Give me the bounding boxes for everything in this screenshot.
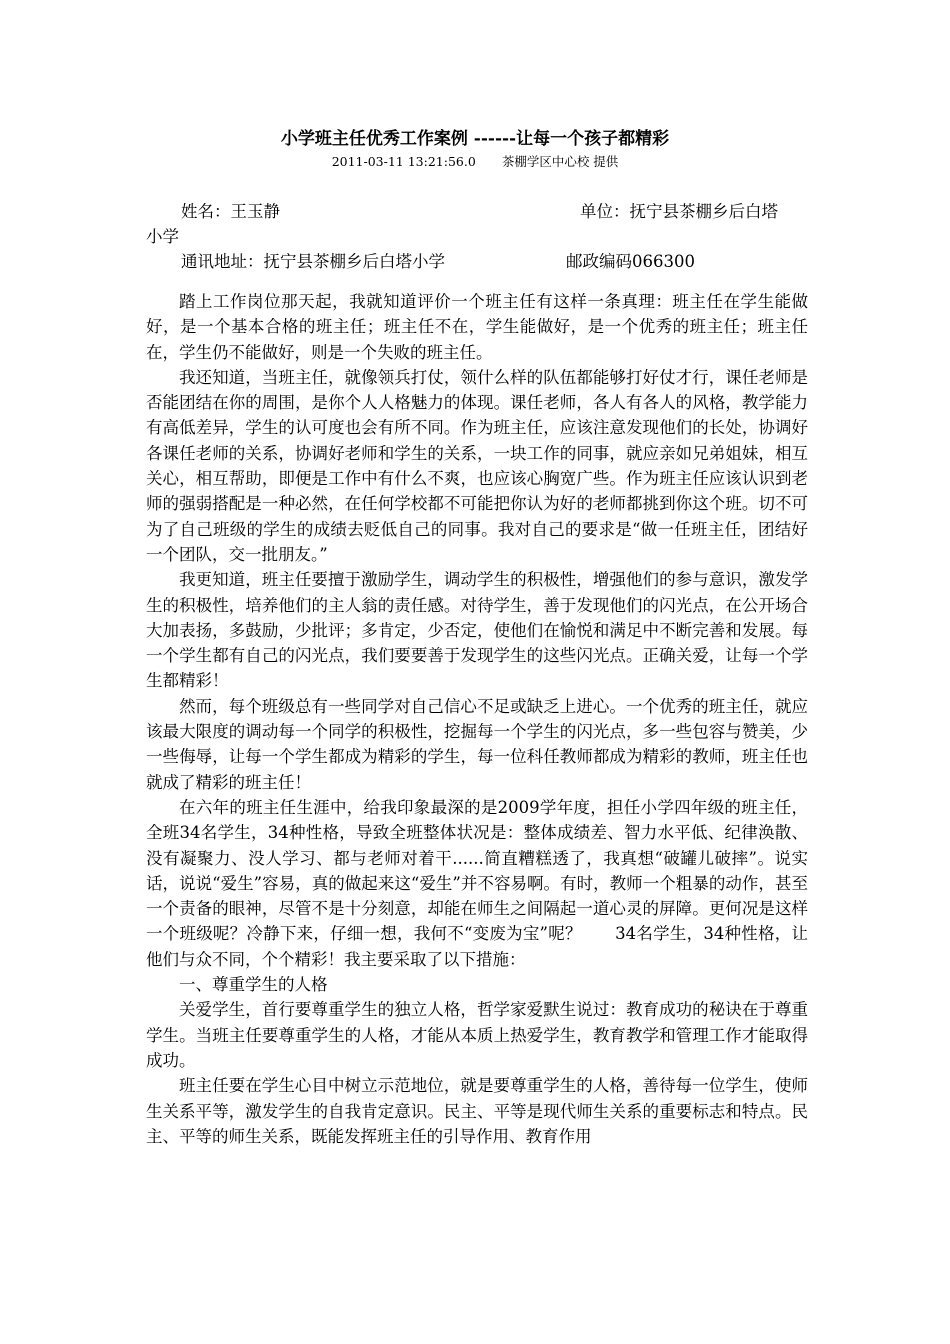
body-paragraph: 然而，每个班级总有一些同学对自己信心不足或缺乏上进心。一个优秀的班主任，就应该最大限度的调动每一个同学的积极性，挖掘每一个学生的闪光点，多一些包容与赞美，少一些侮辱，让每一个学生都成为精彩的学生，每一位科任教师都成为精彩的教师，班主任也就成了精彩的班主任！ bbox=[146, 696, 808, 792]
postal-code: 邮政编码066300 bbox=[566, 252, 695, 271]
body-paragraph: 班主任要在学生心目中树立示范地位，就是要尊重学生的人格，善待每一位学生，使师生关系平等，激发学生的自我肯定意识。民主、平等是现代师生关系的重要标志和特点。民主、平等的师生关系，既能发挥班主任的引导作用、教育作用 bbox=[146, 1076, 808, 1146]
section-heading: 一、尊重学生的人格 bbox=[179, 975, 328, 995]
body-paragraph: 关爱学生，首行要尊重学生的独立人格，哲学家爱默生说过：教育成功的秘诀在于尊重学生。当班主任要尊重学生的人格，才能从本质上热爱学生，教育教学和管理工作才能取得成功。 bbox=[146, 1000, 808, 1070]
mailing-address: 通讯地址：抚宁县茶棚乡后白塔小学 bbox=[181, 252, 445, 271]
article-body bbox=[146, 289, 808, 1149]
body-paragraph: 踏上工作岗位那天起，我就知道评价一个班主任有这样一条真理：班主任在学生能做好，是一个基本合格的班主任；班主任不在，学生能做好，是一个优秀的班主任；班主任在，学生仍不能做好，则是一个失败的班主任。 bbox=[146, 292, 808, 362]
author-unit: 单位：抚宁县茶棚乡后白塔 bbox=[580, 202, 778, 221]
body-paragraph: 我还知道，当班主任，就像领兵打仗，领什么样的队伍都能够打好仗才行，课任老师是否能团结在你的周围，是你个人人格魅力的体现。课任老师，各人有各人的风格，教学能力有高低差异，学生的认可度也会有所不同。作为班主任，应该注意发现他们的长处，协调好各课任老师的关系，协调好老师和学生的关系，一块工作的同事，就应亲如兄弟姐妹，相互关心，相互帮助，即便是工作中有什么不爽，也应该心胸宽广些。作为班主任应该认识到老师的强弱搭配是一种必然，在任何学校都不可能把你认为好的老师都挑到你这个班。切不可为了自己班级的学生的成绩去贬低自己的同事。我对自己的要求是“做一任班主任，团结好一个团队，交一批朋友。” bbox=[146, 367, 808, 564]
document-title: 小学班主任优秀工作案例 ------让每一个孩子都精彩 bbox=[280, 129, 670, 149]
document-meta bbox=[0, 154, 950, 170]
publish-timestamp: 2011-03-11 13:21:56.0 bbox=[331, 154, 476, 169]
author-unit-wrap: 小学 bbox=[146, 227, 179, 246]
body-paragraph: 在六年的班主任生涯中，给我印象最深的是2009学年度，担任小学四年级的班主任，全班34名学生，34种性格，导致全班整体状况是：整体成绩差、智力水平低、纪律涣散、没有凝聚力、没人学习、都与老师对着干......简直糟糕透了，我真想“破罐儿破摔”。说实话，说说“爱生”容易，真的做起来这“爱生”并不容易啊。有时，教师一个粗暴的动作，甚至一个责备的眼神，尽管不是十分刻意，却能在师生之间隔起一道心灵的屏障。更何况是这样一个班级呢？冷静下来，仔细一想，我何不“变废为宝”呢？ 34名学生，34种性格，让他们与众不同，个个精彩！我主要采取了以下措施： bbox=[146, 797, 808, 969]
author-name: 姓名：王玉静 bbox=[181, 202, 280, 221]
provider-credit: 茶棚学区中心校 提供 bbox=[501, 154, 619, 169]
body-paragraph: 我更知道，班主任要擅于激励学生，调动学生的积极性，增强他们的参与意识，激发学生的积极性，培养他们的主人翁的责任感。对待学生，善于发现他们的闪光点，在公开场合大加表扬，多鼓励，少批评；多肯定，少否定，使他们在愉悦和满足中不断完善和发展。每一个学生都有自己的闪光点，我们要要善于发现学生的这些闪光点。正确关爱，让每一个学生都精彩！ bbox=[146, 570, 808, 691]
